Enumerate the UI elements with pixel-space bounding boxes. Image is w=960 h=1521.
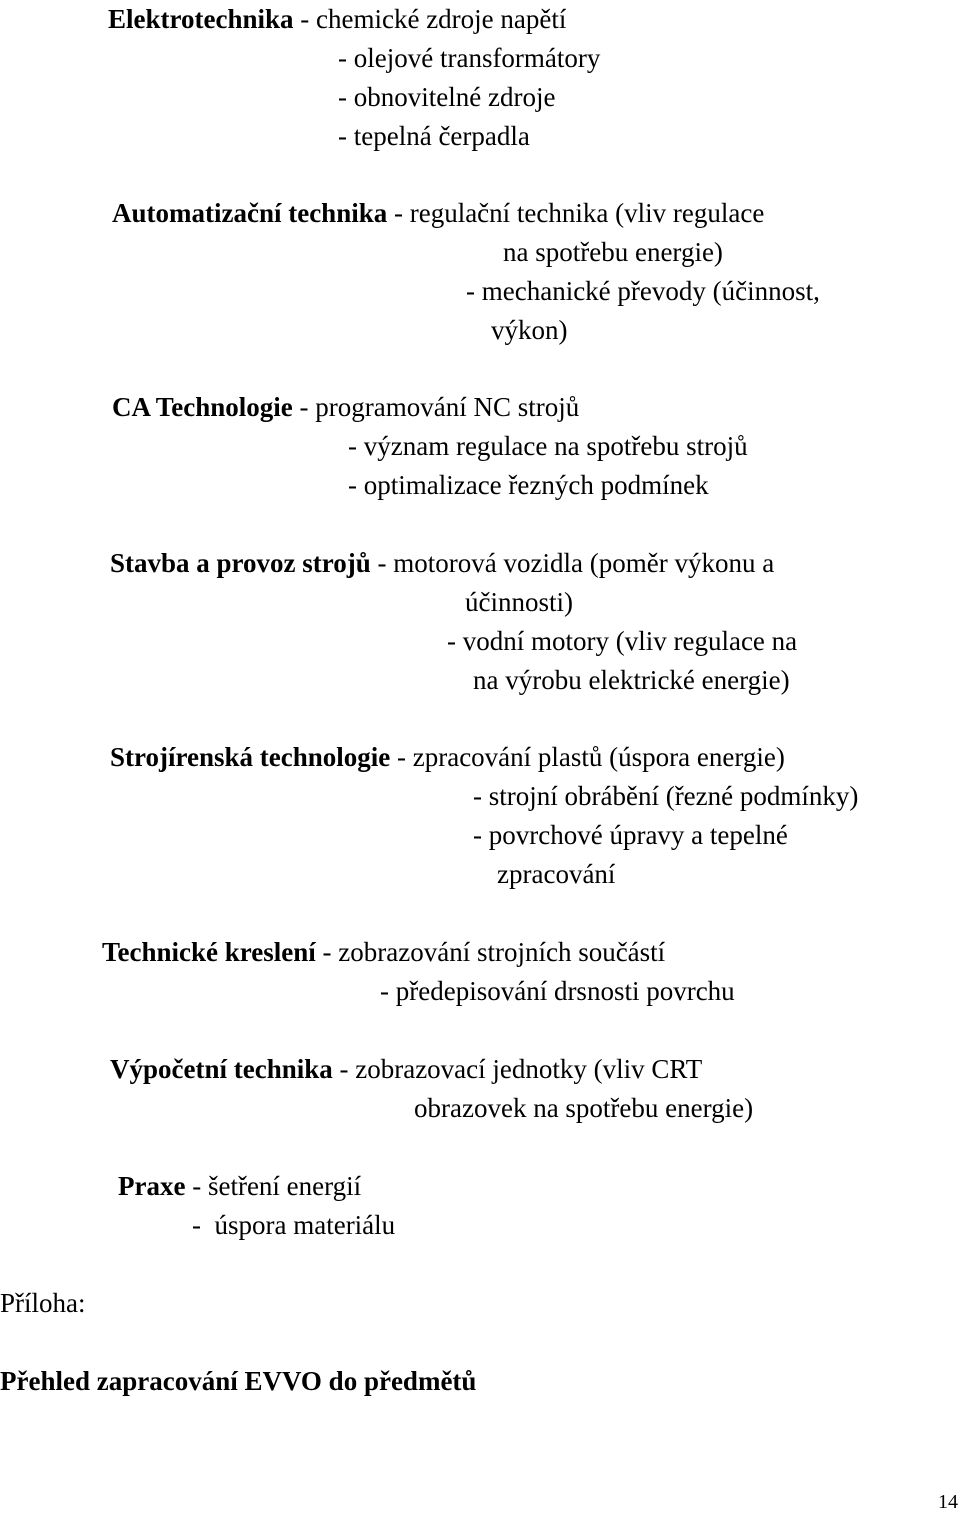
section-item: - chemické zdroje napětí	[293, 4, 567, 34]
section-heading-technicke-kresleni: Technické kreslení	[102, 937, 316, 967]
section-item: výkon)	[491, 315, 568, 345]
section-item: - úspora materiálu	[192, 1210, 396, 1240]
section-item: - strojní obrábění (řezné podmínky)	[473, 781, 859, 811]
section-praxe-line-1	[118, 1167, 361, 1206]
section-item: - zobrazování strojních součástí	[315, 937, 666, 967]
section-item: - předepisování drsnosti povrchu	[380, 976, 735, 1006]
section-item: - tepelná čerpadla	[338, 121, 530, 151]
section-stavba-a-provoz-stroju-line-1	[110, 544, 774, 583]
section-item: - vodní motory (vliv regulace na	[447, 626, 798, 656]
section-heading-ca-technologie: CA Technologie	[112, 392, 293, 422]
section-item: - optimalizace řezných podmínek	[348, 470, 709, 500]
section-item: - zobrazovací jednotky (vliv CRT	[332, 1054, 703, 1084]
section-item: - šetření energií	[185, 1171, 362, 1201]
section-elektrotechnika-line-1	[108, 0, 566, 39]
section-heading-strojirenska-technologie: Strojírenská technologie	[110, 742, 391, 772]
section-vypocetni-technika-line-1	[110, 1050, 702, 1089]
section-item: - obnovitelné zdroje	[338, 82, 556, 112]
section-item: - programování NC strojů	[292, 392, 580, 422]
section-ca-technologie-line-1	[112, 388, 579, 427]
section-strojirenska-technologie-line-1	[110, 738, 785, 777]
section-item: - regulační technika (vliv regulace	[387, 198, 765, 228]
attachment-label: Příloha:	[0, 1288, 86, 1318]
section-item: - olejové transformátory	[338, 43, 601, 73]
section-item: - mechanické převody (účinnost,	[466, 276, 820, 306]
section-technicke-kresleni-line-1	[102, 933, 665, 972]
section-heading-praxe: Praxe	[118, 1171, 186, 1201]
page-number: 14	[938, 1491, 958, 1513]
section-item: účinnosti)	[465, 587, 573, 617]
section-item: - zpracování plastů (úspora energie)	[390, 742, 785, 772]
section-item: - význam regulace na spotřebu strojů	[348, 431, 748, 461]
section-heading-elektrotechnika: Elektrotechnika	[108, 4, 294, 34]
section-item: zpracování	[497, 859, 616, 889]
section-heading-vypocetni-technika: Výpočetní technika	[110, 1054, 333, 1084]
section-item: obrazovek na spotřebu energie)	[414, 1093, 754, 1123]
section-item: na výrobu elektrické energie)	[473, 665, 790, 695]
section-item: - povrchové úpravy a tepelné	[473, 820, 788, 850]
section-automatizacni-technika-line-1	[112, 194, 764, 233]
overview-title: Přehled zapracování EVVO do předmětů	[0, 1366, 477, 1396]
section-heading-automatizacni-technika: Automatizační technika	[112, 198, 388, 228]
section-heading-stavba-a-provoz-stroju: Stavba a provoz strojů	[110, 548, 371, 578]
section-item: - motorová vozidla (poměr výkonu a	[370, 548, 775, 578]
section-item: na spotřebu energie)	[503, 237, 723, 267]
